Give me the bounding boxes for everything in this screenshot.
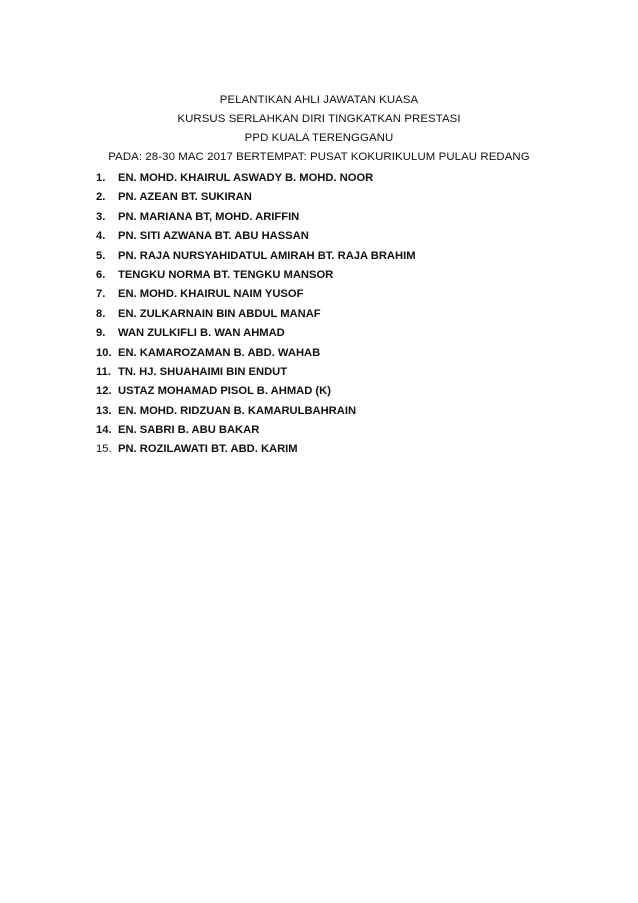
- list-item-number: 5.: [96, 249, 106, 262]
- member-name: EN. ZULKARNAIN BIN ABDUL MANAF: [118, 307, 321, 320]
- list-item-number: 3.: [96, 210, 106, 223]
- list-item-number: 15.: [96, 443, 112, 456]
- member-name: WAN ZULKIFLI B. WAN AHMAD: [118, 327, 285, 340]
- member-name: PN. AZEAN BT. SUKIRAN: [118, 191, 252, 204]
- list-item-number: 6.: [96, 268, 106, 281]
- member-name: EN. MOHD. RIDZUAN B. KAMARULBAHRAIN: [118, 404, 357, 417]
- list-item-number: 12.: [96, 385, 112, 398]
- list-item: [96, 344, 416, 363]
- list-item-number: 11.: [96, 365, 111, 378]
- course-title: KURSUS SERLAHKAN DIRI TINGKATKAN PRESTASI: [177, 113, 461, 125]
- document-title: PELANTIKAN AHLI JAWATAN KUASA: [219, 94, 419, 106]
- member-name: EN. MOHD. KHAIRUL ASWADY B. MOHD. NOOR: [118, 172, 374, 184]
- list-item-number: 1.: [96, 172, 106, 184]
- office-name: PPD KUALA TERENGGANU: [244, 132, 394, 144]
- list-item: [96, 169, 416, 188]
- date-venue-line: PADA: 28-30 MAC 2017 BERTEMPAT: PUSAT KOKURIKULUM PULAU REDANG: [108, 151, 530, 163]
- member-name: EN. SABRI B. ABU BAKAR: [118, 424, 260, 437]
- list-item: [96, 324, 416, 343]
- list-item: [96, 266, 416, 285]
- list-item: [96, 305, 416, 324]
- list-item-number: 4.: [96, 230, 106, 243]
- member-name: PN. ROZILAWATI BT. ABD. KARIM: [118, 443, 298, 456]
- list-item: [96, 402, 416, 421]
- list-item: [96, 247, 416, 266]
- member-name: PN. SITI AZWANA BT. ABU HASSAN: [118, 230, 309, 243]
- list-item: [96, 188, 416, 207]
- member-name: EN. KAMAROZAMAN B. ABD. WAHAB: [118, 346, 321, 359]
- list-item: [96, 227, 416, 246]
- list-item: [96, 208, 416, 227]
- member-name: TN. HJ. SHUAHAIMI BIN ENDUT: [118, 365, 288, 378]
- list-item-number: 9.: [96, 327, 106, 340]
- list-item-number: 8.: [96, 307, 106, 320]
- document-header: [0, 91, 638, 167]
- member-name: PN. MARIANA BT, MOHD. ARIFFIN: [118, 210, 300, 223]
- list-item: [96, 363, 416, 382]
- list-item: [96, 440, 416, 459]
- list-item-number: 14.: [96, 424, 112, 437]
- list-item-number: 2.: [96, 191, 106, 204]
- list-item: [96, 285, 416, 304]
- list-item-number: 10.: [96, 346, 112, 359]
- member-name: USTAZ MOHAMAD PISOL B. AHMAD (K): [118, 385, 331, 398]
- committee-member-list: [96, 169, 416, 460]
- member-name: EN. MOHD. KHAIRUL NAIM YUSOF: [118, 288, 304, 301]
- member-name: PN. RAJA NURSYAHIDATUL AMIRAH BT. RAJA BRAHIM: [118, 249, 416, 262]
- list-item: [96, 421, 416, 440]
- member-name: TENGKU NORMA BT. TENGKU MANSOR: [118, 268, 334, 281]
- list-item-number: 13.: [96, 404, 112, 417]
- list-item: [96, 382, 416, 401]
- list-item-number: 7.: [96, 288, 106, 301]
